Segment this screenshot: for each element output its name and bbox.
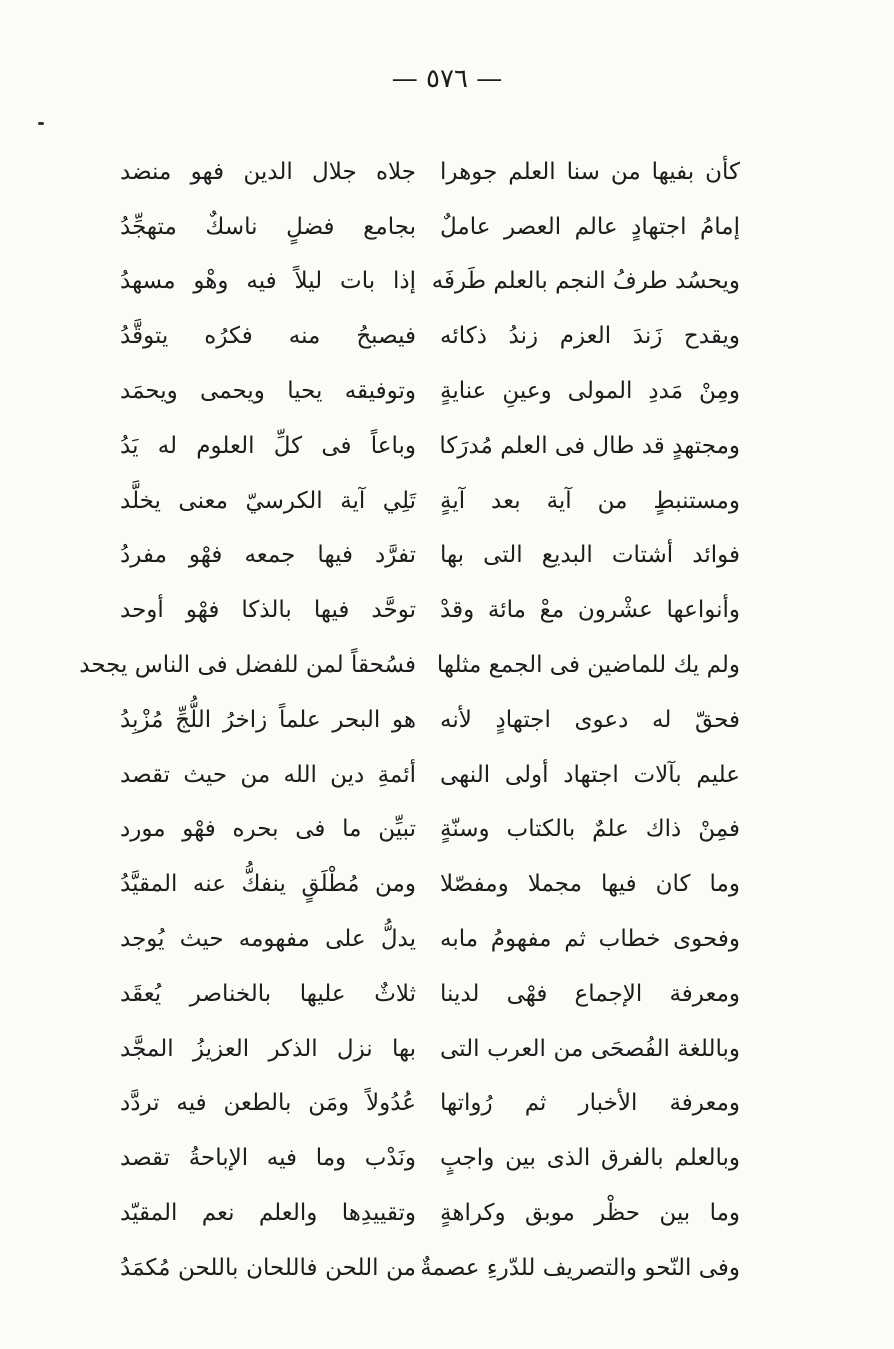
- verse-line: [120, 912, 740, 967]
- verse-line: [120, 967, 740, 1022]
- first-hemistich: فوائد أشتات البديع التى بها: [440, 542, 740, 569]
- verse-line: [120, 474, 740, 529]
- verse-line: [120, 748, 740, 803]
- first-hemistich: ومعرفة الإجماع فهْى لدينا: [440, 980, 740, 1007]
- first-hemistich: وما بين حظْر موبق وكراهةٍ: [440, 1199, 740, 1226]
- second-hemistich: ثلاثٌ عليها بالخناصر يُعقَد: [120, 980, 416, 1007]
- second-hemistich: تبيِّن ما فى بحره فهْو مورد: [120, 816, 416, 843]
- second-hemistich: تَلِي آية الكرسيّ معنى يخلَّد: [120, 487, 416, 514]
- verse-line: [120, 693, 740, 748]
- second-hemistich: من اللحن فاللحان باللحن مُكمَدُ: [120, 1254, 416, 1281]
- verse-line: [120, 309, 740, 364]
- first-hemistich: ومعرفة الأخبار ثم رُواتها: [440, 1090, 740, 1117]
- verse-line: [120, 1131, 740, 1186]
- second-hemistich: تفرَّد فيها جمعه فهْو مفردُ: [120, 542, 416, 569]
- first-hemistich: وما كان فيها مجملا ومفصّلا: [440, 871, 740, 898]
- first-hemistich: كأن بفيها من سنا العلم جوهرا: [440, 158, 740, 185]
- verse-line: [120, 419, 740, 474]
- second-hemistich: توحَّد فيها بالذكا فهْو أوحد: [120, 597, 416, 624]
- second-hemistich: ومن مُطْلَقٍ ينفكُّ عنه المقيَّدُ: [120, 871, 416, 898]
- second-hemistich: يدلُّ على مفهومه حيث يُوجد: [120, 925, 416, 952]
- first-hemistich: وباللغة الفُصحَى من العرب التى: [440, 1035, 740, 1062]
- verse-line: [120, 529, 740, 584]
- first-hemistich: ومستنبطٍ من آية بعد آيةٍ: [440, 487, 740, 514]
- verse-line: [120, 583, 740, 638]
- verse-line: [120, 803, 740, 858]
- verse-line: [120, 1022, 740, 1077]
- first-hemistich: عليم بآلات اجتهاد أولى النهى: [440, 761, 740, 788]
- second-hemistich: إذا بات ليلاً فيه وهْو مسهدُ: [120, 268, 416, 295]
- verse-line: [120, 364, 740, 419]
- second-hemistich: فيصبحُ منه فكرُه يتوقَّدُ: [120, 323, 416, 350]
- second-hemistich: وتوفيقه يحيا ويحمى ويحمَد: [120, 377, 416, 404]
- first-hemistich: فمِنْ ذاك علمٌ بالكتاب وسنّةٍ: [440, 816, 740, 843]
- poem: [79, 145, 740, 1296]
- first-hemistich: فحقّ له دعوى اجتهادٍ لأنه: [440, 706, 740, 733]
- verse-line: [79, 638, 740, 693]
- second-hemistich: جلاه جلال الدين فهو منضد: [120, 158, 416, 185]
- first-hemistich: ومجتهدٍ قد طال فى العلم مُدرَكا: [439, 432, 740, 459]
- verse-line: [120, 857, 740, 912]
- verse-line: [120, 1077, 740, 1132]
- second-hemistich: عُدُولاً ومَن بالطعن فيه تردَّد: [120, 1090, 416, 1117]
- first-hemistich: وفحوى خطاب ثم مفهومُ مابه: [440, 925, 740, 952]
- second-hemistich: وتقييدِها والعلم نعم المقيّد: [120, 1199, 416, 1226]
- first-hemistich: وأنواعها عشْرون معْ مائة وقدْ: [440, 597, 740, 624]
- second-hemistich: بجامع فضلٍ ناسكٌ متهجِّدُ: [120, 213, 416, 240]
- ink-speck: [38, 122, 44, 125]
- second-hemistich: فسُحقاً لمن للفضل فى الناس يجحد: [79, 651, 416, 678]
- first-hemistich: ولم يك للماضين فى الجمع مثلها: [436, 651, 740, 678]
- second-hemistich: ونَدْب وما فيه الإباحةُ تقصد: [120, 1145, 416, 1172]
- verse-line: [120, 1186, 740, 1241]
- verse-line: [120, 145, 740, 200]
- first-hemistich: ويقدح زَندَ العزم زندُ ذكائه: [440, 323, 740, 350]
- second-hemistich: بها نزل الذكر العزيزُ المجَّد: [120, 1035, 416, 1062]
- first-hemistich: وفى النّحو والتصريف للدّرءِ عصمةٌ: [420, 1254, 740, 1281]
- page-number: — ٥٧٦ —: [391, 64, 503, 94]
- first-hemistich: ومِنْ مَددِ المولى وعينِ عنايةٍ: [440, 377, 740, 404]
- first-hemistich: ويحسُد طرفُ النجم بالعلم طَرفَه: [431, 268, 740, 295]
- second-hemistich: أئمةِ دين الله من حيث تقصد: [120, 761, 416, 788]
- verse-line: [120, 200, 740, 255]
- second-hemistich: هو البحر علماً زاخرُ اللُّجِّ مُزْبِدُ: [120, 706, 416, 733]
- verse-line: [120, 255, 740, 310]
- first-hemistich: إمامُ اجتهادٍ عالم العصر عاملٌ: [440, 213, 740, 240]
- verse-line: [120, 1241, 740, 1296]
- first-hemistich: وبالعلم بالفرق الذى بين واجبٍ: [440, 1145, 740, 1172]
- second-hemistich: وباعاً فى كلِّ العلوم له يَدُ: [120, 432, 416, 459]
